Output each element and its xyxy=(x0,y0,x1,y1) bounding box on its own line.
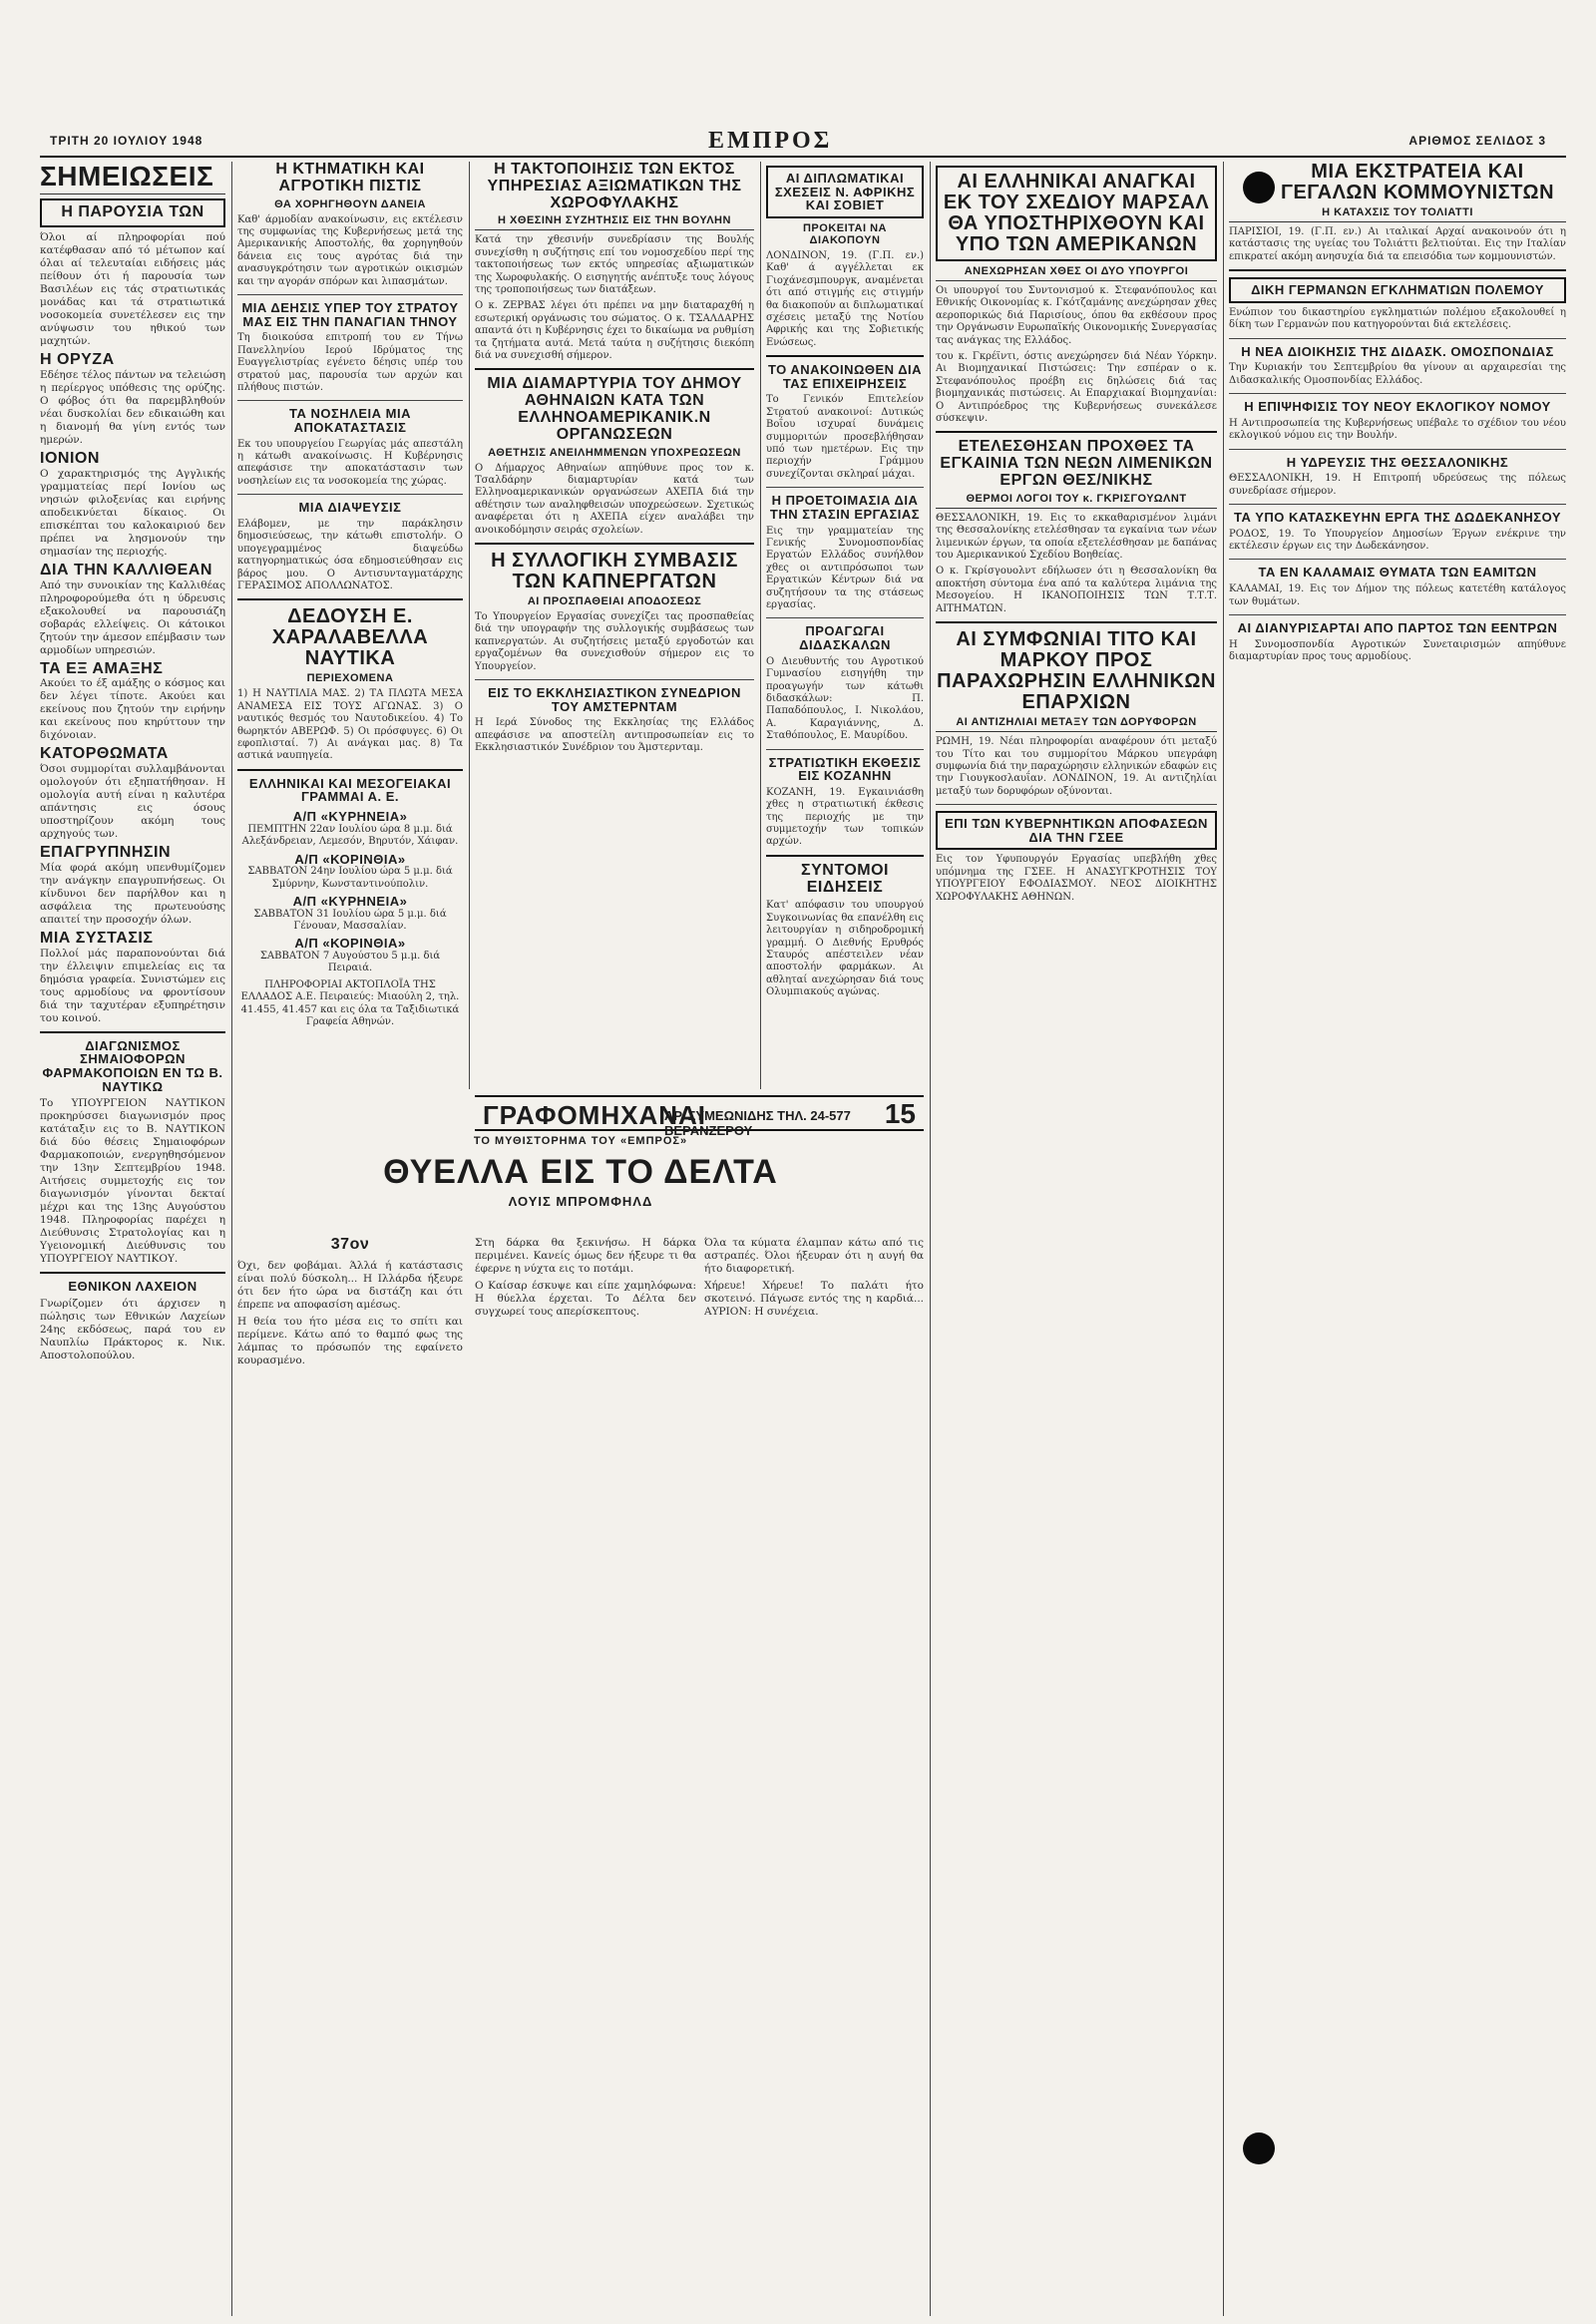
article-body: ΚΟΖΑΝΗ, 19. Εγκαινιάσθη χθες η στρατιωτική έκθεσις της περιοχής με την συμμετοχήν των τοπικών αρχών. xyxy=(766,786,924,848)
article-subtitle: ΑΘΕΤΗΣΙΣ ΑΝΕΙΛΗΜΜΕΝΩΝ ΥΠΟΧΡΕΩΣΕΩΝ xyxy=(488,446,741,459)
masthead-rule xyxy=(40,156,1566,158)
article-body: Εδέησε τέλος πάντων να τελειώση η περίεργος υπόθεσις της ορύζης. Ο φόβος ότι θα παρεμβληθούν νέαι δυσκολίαι δεν εδικαιώθη και η διανομή θα γίνη εντός των ημερών. xyxy=(40,368,225,446)
article-body: Εις την γραμματείαν της Γενικής Συνομοσπονδίας Εργατών Ελλάδος συνήλθον χθες οι αντιπρόσωποι των Εργατικών Κέντρων διά να συζητήσουν τα της στάσεως εργασίας. xyxy=(766,525,924,611)
divider xyxy=(766,355,924,357)
divider xyxy=(237,769,463,771)
article-title: ΤΑ ΕΞ ΑΜΑΞΗΣ xyxy=(40,659,164,677)
article-title: Η ΝΕΑ ΔΙΟΙΚΗΣΙΣ ΤΗΣ ΔΙΔΑΣΚ. ΟΜΟΣΠΟΝΔΙΑΣ xyxy=(1241,343,1554,359)
article-subtitle: ΘΑ ΧΟΡΗΓΗΘΟΥΝ ΔΑΝΕΙΑ xyxy=(274,197,426,210)
divider xyxy=(237,598,463,600)
ship-name: Α/Π «ΚΟΡΙΝΘΙΑ» xyxy=(294,936,406,952)
newspaper-title: ΕΜΠΡΟΣ xyxy=(708,128,833,154)
serial-novel-header xyxy=(237,1135,924,1209)
article-title: Η ΟΡΥΖΑ xyxy=(40,351,115,369)
article-body: Εκ του υπουργείου Γεωργίας μάς απεστάλη η κάτωθι ανακοίνωσις. Η Κυβέρνησις απεφάσισε την αποκατάστασιν των νοσηλείων εις τα νοσοκομεία της χώρας. xyxy=(237,438,463,487)
article-body: Ο κ. Γκρίσγουολντ εδήλωσεν ότι η Θεσσαλονίκη θα αποκτήση σύντομα ένα από τα καλύτερα λιμάνια της Μεσογείου. Η ΙΚΑΝΟΠΟΙΗΣΙΣ ΤΩΝ Τ.Τ.Τ. ΑΙΤΗΜΑΤΩΝ. xyxy=(936,566,1217,614)
column-divider xyxy=(930,162,931,2316)
serial-text: Όλα τα κύματα έλαμπαν κάτω από τις αστραπές. Όλοι ήξευραν ότι η αυγή θα ήτο διαφορετική. xyxy=(704,1237,924,1275)
article-body: ΛΟΝΔΙΝΟΝ, 19. (Γ.Π. εν.) Καθ' ά αγγέλλεται εκ Γιοχάνεσμπουργκ, αναμένεται ότι από στιγμής εις στιγμήν θα διακοπούν αι διπλωματικαί σχέσεις μεταξύ της Νοτίου Αφρικής και της Σοβιετικής Ενώσεως. xyxy=(766,249,924,348)
article-body: Πολλοί μάς παραπονούνται διά την έλλειψιν επιμελείας εις τα δημόσια γραφεία. Συνιστώμεν εις τους αρμοδίους να φροντίσουν διά την ταχυτέραν εξυπηρέτησιν του κοινού. xyxy=(40,947,225,1024)
ad-title: ΔΙΑΓΩΝΙΣΜΟΣ ΣΗΜΑΙΟΦΟΡΩΝ ΦΑΡΜΑΚΟΠΟΙΩΝ ΕΝ ΤΩ Β. ΝΑΥΤΙΚΩ xyxy=(42,1037,223,1094)
article-subtitle: Η ΚΑΤΑΧΣΙΣ ΤΟΥ ΤΟΛΙΑΤΤΙ xyxy=(1229,206,1566,222)
article-body: Εις τον Υφυπουργόν Εργασίας υπεβλήθη χθες υπόμνημα της ΓΣΕΕ. Η ΑΝΑΣΥΓΚΡΟΤΗΣΙΣ ΤΟΥ ΥΠΟΥΡΓΕΙΟΥ ΕΦΟΔΙΑΣΜΟΥ. ΝΕΟΣ ΔΙΟΙΚΗΤΗΣ ΧΩΡΟΦΥΛΑΚΗΣ ΑΘΗΝΩΝ. xyxy=(936,854,1217,903)
article-body: Η Συνομοσπονδία Αγροτικών Συνεταιρισμών απηύθυνε διαμαρτυρίαν προς τους αρμοδίους. xyxy=(1229,638,1566,662)
divider xyxy=(936,621,1217,623)
ad-body: Γνωρίζομεν ότι άρχισεν η πώλησις των Εθνικών Λαχείων 24ης εκδόσεως, παρά του εν Ναυπλίω Πράκτορος κ. Νικ. Αποστολοπούλου. xyxy=(40,1297,225,1361)
ad-body: 1) Η ΝΑΥΤΙΛΙΑ ΜΑΣ. 2) ΤΑ ΠΛΩΤΑ ΜΕΣΑ ΑΝΑΜΕΣΑ ΕΙΣ ΤΟΥΣ ΑΓΩΝΑΣ. 3) Ο ναυτικός θεσμός του Ναυτοδικείου. 4) Το θωρηκτόν ΑΒΕΡΩΦ. 5) Οι πρόσφυγες. 6) Οι εφοπλισταί. 7) Αι ανάγκαι μας. 8) Τα αστικά ναυπηγεία. xyxy=(237,688,463,762)
column-5 xyxy=(936,162,1217,2306)
article-title: ΕΤΕΛΕΣΘΗΣΑΝ ΠΡΟΧΘΕΣ ΤΑ ΕΓΚΑΙΝΙΑ ΤΩΝ ΝΕΩΝ ΛΙΜΕΝΙΚΩΝ ΕΡΓΩΝ ΘΕΣ/ΝΙΚΗΣ xyxy=(940,438,1213,490)
article-body: ΡΟΔΟΣ, 19. Το Υπουργείον Δημοσίων Έργων ενέκρινε την εκτέλεσιν έργων εις την Δωδεκάνησον. xyxy=(1229,528,1566,553)
ad-title: ΔΕΔΟΥΣΗ Ε. ΧΑΡΑΛΑΒΕΛΛΑ ΝΑΥΤΙΚΑ xyxy=(271,605,429,670)
article-title: ΤΑ ΕΝ ΚΑΛΑΜΑΙΣ ΘΥΜΑΤΑ ΤΩΝ ΕΑΜΙΤΩΝ xyxy=(1258,565,1537,581)
article-title: Η ΕΠΙΨΗΦΙΣΙΣ ΤΟΥ ΝΕΟΥ ΕΚΛΟΓΙΚΟΥ ΝΟΜΟΥ xyxy=(1244,399,1551,415)
punch-hole-mark xyxy=(1243,172,1275,203)
divider xyxy=(1229,614,1566,615)
column-6 xyxy=(1229,162,1566,2306)
article-body: Το Υπουργείον Εργασίας συνεχίζει τας προσπαθείας διά την υπογραφήν της συλλογικής συμβάσεως των καπνεργατών. Αι συζητήσεις μεταξύ εργοδοτών και εργαζομένων θα συνεχισθούν σήμερον εις το Υπουργείον. xyxy=(475,611,754,672)
ad-subtitle: ΠΕΡΙΕΧΟΜΕΝΑ xyxy=(306,672,394,685)
column-2 xyxy=(237,162,463,1089)
article-body: ΠΑΡΙΣΙΟΙ, 19. (Γ.Π. εν.) Αι ιταλικαί Αρχαί ανακοινούν ότι η κατάστασις της υγείας του Τολιάττι βελτιούται. Εις την Ιταλίαν επικρατεί ακόμη ανησυχία διά τα επεισόδια των κομμουνιστών. xyxy=(1229,226,1566,262)
divider xyxy=(766,487,924,488)
article-body: Μία φορά ακόμη υπενθυμίζομεν την ανάγκην επαγρυπνήσεως. Οι κίνδυνοι δεν παρήλθον και η ασφάλεια της πρωτευούσης απαιτεί την προσοχήν όλων. xyxy=(40,861,225,926)
article-title: ΑΙ ΣΥΜΦΩΝΙΑΙ ΤΙΤΟ ΚΑΙ ΜΑΡΚΟΥ ΠΡΟΣ ΠΑΡΑΧΩΡΗΣΙΝ ΕΛΛΗΝΙΚΩΝ ΕΠΑΡΧΙΩΝ xyxy=(937,628,1216,714)
article-body: Οι υπουργοί του Συντονισμού κ. Στεφανόπουλος και Εθνικής Οικονομίας κ. Γκότζαμάνης ανεχώρησαν χθες αεροπορικώς διά Παρισίους, όπου θα εκθέσουν προς την Οργάνωσιν Ευρωπαϊκής Οικονομικής Συνεργασίας τας ανάγκας της Ελλάδος. xyxy=(936,285,1217,346)
article-title: ΜΙΑ ΣΥΣΤΑΣΙΣ xyxy=(40,929,154,947)
serial-text: Ο Καίσαρ έσκυψε και είπε χαμηλόφωνα: Η θύελλα έρχεται. Το Δέλτα δεν συγχωρεί τους απερίσκεπτους. xyxy=(475,1280,696,1318)
divider xyxy=(237,400,463,401)
divider xyxy=(1229,393,1566,394)
article-body: ΚΑΛΑΜΑΙ, 19. Εις τον Δήμον της πόλεως κατετέθη κατάλογος των θυμάτων. xyxy=(1229,583,1566,607)
divider xyxy=(766,749,924,750)
divider xyxy=(475,679,754,680)
serial-text: Χήρευε! Χήρευε! Το παλάτι ήτο σκοτεινό. Πάγωσε εντός της η καρδιά... ΑΥΡΙΟΝ: Η συνέχεια. xyxy=(704,1280,924,1318)
page-number: ΑΡΙΘΜΟΣ ΣΕΛΙΔΟΣ 3 xyxy=(1408,134,1546,148)
article-title: Η ΠΑΡΟΥΣΙΑ ΤΩΝ xyxy=(40,198,225,227)
issue-date: ΤΡΙΤΗ 20 ΙΟΥΛΙΟΥ 1948 xyxy=(50,134,203,148)
ship-schedule: ΣΑΒΒΑΤΟΝ 7 Αυγούστου 5 μ.μ. διά Πειραιά. xyxy=(259,951,441,974)
article-title: ΑΙ ΔΙΠΛΩΜΑΤΙΚΑΙ ΣΧΕΣΕΙΣ Ν. ΑΦΡΙΚΗΣ ΚΑΙ ΣΟΒΙΕΤ xyxy=(766,166,924,218)
article-title: ΕΠΙ ΤΩΝ ΚΥΒΕΡΝΗΤΙΚΩΝ ΑΠΟΦΑΣΕΩΝ ΔΙΑ ΤΗΝ ΓΣΕΕ xyxy=(936,811,1217,850)
divider xyxy=(1229,449,1566,450)
article-body: Όλοι αί πληροφορίαι πού κατέφθασαν από τό μέτωπον καί όλαι αί τελευταίαι ειδήσεις μάς πείθουν ότι ή παρουσία των Βασιλέων εις τάς στρατιωτικάς μονάδας και τά στρατιωτικά νοσοκομεία συνετέλεσεν εις την ανύψωσιν του ηθικού των μαχητών. xyxy=(40,231,225,348)
divider xyxy=(475,543,754,545)
article-body: Από την συνοικίαν της Καλλιθέας πληροφορούμεθα ότι η ύδρευσις εξακολουθεί να παρουσιάζη σοβαράς ελλείψεις. Οι κάτοικοι ζητούν την άμεσον επέμβασιν των αρμοδίων υπηρεσιών. xyxy=(40,579,225,656)
article-title: Η ΠΡΟΕΤΟΙΜΑΣΙΑ ΔΙΑ ΤΗΝ ΣΤΑΣΙΝ ΕΡΓΑΣΙΑΣ xyxy=(769,493,921,522)
article-title: ΣΤΡΑΤΙΩΤΙΚΗ ΕΚΘΕΣΙΣ ΕΙΣ ΚΟΖΑΝΗΝ xyxy=(768,754,922,784)
article-title: Η ΣΥΛΛΟΓΙΚΗ ΣΥΜΒΑΣΙΣ ΤΩΝ ΚΑΠΝΕΡΓΑΤΩΝ xyxy=(491,550,738,593)
column-divider xyxy=(760,162,761,1089)
divider xyxy=(766,617,924,618)
chapter-number: 37ον xyxy=(330,1237,370,1253)
divider xyxy=(936,804,1217,805)
article-body: Το Γενικόν Επιτελείον Στρατού ανακοινοί: Δυτικώς Βοΐου ισχυραί δυνάμεις συμμοριτών προσεβλήθησαν υπό των ημετέρων. Εις την περιοχήν Γράμμου συνεχίζονται σκληραί μάχαι. xyxy=(766,394,924,480)
article-subtitle: Η ΧΘΕΣΙΝΗ ΣΥΖΗΤΗΣΙΣ ΕΙΣ ΤΗΝ ΒΟΥΛΗΝ xyxy=(475,214,754,230)
article-body: Ο κ. ΖΕΡΒΑΣ λέγει ότι πρέπει να μην διαταραχθή η εσωτερική οργάνωσις του σώματος. Ο κ. ΤΣΑΛΔΑΡΗΣ απαντά ότι η Κυβέρνησις έχει το δικαίωμα να ρυθμίση τα ζητήματα αυτά. Μετά ταύτα η συζήτησις διεκόπη διά να συνεχισθή σήμερον. xyxy=(475,300,754,362)
punch-hole-mark xyxy=(1243,2132,1275,2164)
article-title: ΜΙΑ ΔΙΑΜΑΡΤΥΡΙΑ ΤΟΥ ΔΗΜΟΥ ΑΘΗΝΑΙΩΝ ΚΑΤΑ ΤΩΝ ΕΛΛΗΝΟΑΜΕΡΙΚΑΝΙΚ.Ν ΟΡΓΑΝΩΣΕΩΝ xyxy=(487,375,742,443)
article-body: Ο Δήμαρχος Αθηναίων απηύθυνε προς τον κ. Τσαλδάρην διαμαρτυρίαν κατά των Ελληνοαμερικανικών οργανώσεων ΑΧΕΠΑ διά την αθέτησιν των αναληφθεισών υποχρεώσεων. Σχετικώς αναφέρεται ότι η ΑΧΕΠΑ είχεν αναλάβει την ανοικοδόμησιν σειράς σχολείων. xyxy=(475,462,754,536)
divider xyxy=(40,1031,225,1033)
article-title: ΔΙΚΗ ΓΕΡΜΑΝΩΝ ΕΓΚΛΗΜΑΤΙΩΝ ΠΟΛΕΜΟΥ xyxy=(1229,277,1566,303)
column-4 xyxy=(766,162,924,1089)
article-title: ΠΡΟΑΓΩΓΑΙ ΔΙΔΑΣΚΑΛΩΝ xyxy=(799,623,891,653)
banner-title: ΓΡΑΦΟΜΗΧΑΝΑΙ xyxy=(483,1100,707,1130)
article-body: του κ. Γκρέϊντι, όστις ανεχώρησεν διά Νέαν Υόρκην. Αι Βιομηχανικαί Πιστώσεις: Την εσπέραν ο κ. Στεφανόπουλος προέβη εις δηλώσεις διά τας βιομηχανικάς πιστώσεις. Αι Επαρχιακαί Βιομηχανίαι: Ο Αντιπρόεδρος της Κυβερνήσεως συνεκάλεσε σύσκεψιν. xyxy=(936,351,1217,425)
article-body: Ενώπιον του δικαστηρίου εγκληματιών πολέμου εξακολουθεί η δίκη των Γερμανών που κατηγορούνται διά εκτελέσεις. xyxy=(1229,306,1566,331)
serial-column-3 xyxy=(704,1237,924,2304)
banner-number: 15 xyxy=(884,1098,916,1129)
article-subtitle: ΑΙ ΠΡΟΣΠΑΘΕΙΑΙ ΑΠΟΔΟΣΕΩΣ xyxy=(527,595,702,608)
serial-author: ΛΟΥΙΣ ΜΠΡΟΜΦΗΛΔ xyxy=(508,1194,653,1209)
serial-column-2 xyxy=(475,1237,696,2304)
article-body: Η Αντιπροσωπεία της Κυβερνήσεως υπέβαλε το σχέδιον του νέου εκλογικού νόμου εις την Βουλήν. xyxy=(1229,417,1566,442)
column-3 xyxy=(475,162,754,1089)
article-title: ΑΙ ΔΙΑΝΥΡΙΣΑΡΤΑΙ ΑΠΟ ΠΑΡΤΟΣ ΤΩΝ ΕΕΝΤΡΩΝ xyxy=(1237,619,1558,635)
ship-name: Α/Π «ΚΥΡΗΝΕΙΑ» xyxy=(292,893,408,909)
section-header: ΣΗΜΕΙΩΣΕΙΣ xyxy=(40,162,225,194)
divider xyxy=(1229,338,1566,339)
ad-contact: ΠΛΗΡΟΦΟΡΙΑΙ ΑΚΤΟΠΛΟΪΑ ΤΗΣ ΕΛΛΑΔΟΣ Α.Ε. Πειραιεύς: Μιαούλη 2, τηλ. 41.455, 41.457 και εις όλα τα Ταξιδιωτικά Γραφεία Αθηνών. xyxy=(240,978,460,1028)
column-notes xyxy=(40,162,225,2306)
divider xyxy=(766,855,924,857)
article-title: ΜΙΑ ΔΙΑΨΕΥΣΙΣ xyxy=(298,500,402,516)
divider xyxy=(936,431,1217,433)
article-body: Όσοι συμμορίται συλλαμβάνονται ομολογούν ότι εξηπατήθησαν. Η ομολογία αυτή είναι η καλυτέρα απάντησις εις όσους υποστηρίζουν ακόμη τους αρχηγούς των. xyxy=(40,763,225,841)
article-title: ΕΠΑΓΡΥΠΝΗΣΙΝ xyxy=(40,844,172,862)
article-body: Κατ' απόφασιν του υπουργού Συγκοινωνίας θα επανέλθη εις λειτουργίαν η σιδηροδρομική γραμμή. Ο Διεθνής Ερυθρός Σταυρός απέστειλεν νέαν αποστολήν φαρμάκων. Αι αθληταί ανεχώρησαν διά τους Ολυμπιακούς αγώνας. xyxy=(766,900,924,998)
divider xyxy=(40,1272,225,1274)
article-body: Ο χαρακτηρισμός της Αγγλικής γραμματείας περί Ιονίου ως νησιών φιλοξενίας και ειρήνης αποδεικνύεται δίκαιος. Οι επισκέπται του καλοκαιριού δεν πρέπει να λησμονούν την σημασίαν της περιοχής. xyxy=(40,467,225,558)
article-body: ΘΕΣΣΑΛΟΝΙΚΗ, 19. Η Επιτροπή υδρεύσεως της πόλεως συνεδρίασε σήμερον. xyxy=(1229,473,1566,497)
article-body: Καθ' άρμοδίαν ανακοίνωσιν, εις εκτέλεσιν της συμφωνίας της Κυβερνήσεως μετά της Αμερικανικής Αποστολής, θα χορηγηθούν δάνεια εις τους αγρότας διά την ανασυγκρότησιν των αγροτικών οικισμών και την αγοράν σπόρων και λιπασμάτων. xyxy=(237,213,463,287)
article-subtitle: ΑΙ ΑΝΤΙΖΗΛΙΑΙ ΜΕΤΑΞΥ ΤΩΝ ΔΟΡΥΦΟΡΩΝ xyxy=(936,716,1217,732)
article-title: ΚΑΤΟΡΘΩΜΑΤΑ xyxy=(40,745,169,763)
divider xyxy=(475,368,754,370)
serial-kicker: ΤΟ ΜΥΘΙΣΤΟΡΗΜΑ ΤΟΥ «ΕΜΠΡΟΣ» xyxy=(473,1135,688,1147)
article-body: Ελάβομεν, με την παράκλησιν δημοσιεύσεως, την κάτωθι επιστολήν. Ο υπογεγραμμένος διαψεύδω κατηγορηματικώς όσα εδημοσιεύθησαν εις βάρος μου. Ο Αντισυνταγματάρχης ΓΕΡΑΣΙΜΟΣ ΑΠΟΛΛΩΝΑΤΟΣ. xyxy=(237,518,463,591)
article-title: ΕΙΣ ΤΟ ΕΚΚΛΗΣΙΑΣΤΙΚΟΝ ΣΥΝΕΔΡΙΟΝ ΤΟΥ ΑΜΣΤΕΡΝΤΑΜ xyxy=(488,685,741,714)
article-title: ΣΥΝΤΟΜΟΙ ΕΙΔΗΣΕΙΣ xyxy=(801,861,889,896)
article-subtitle: ΠΡΟΚΕΙΤΑΙ ΝΑ ΔΙΑΚΟΠΟΥΝ xyxy=(802,221,888,246)
newspaper-page xyxy=(10,0,1586,2324)
ship-schedule: ΣΑΒΒΑΤΟΝ 24ην Ιουλίου ώρα 5 μ.μ. διά Σμύρνην, Κωνσταντινούπολιν. xyxy=(247,866,453,890)
article-title: Η ΥΔΡΕΥΣΙΣ ΤΗΣ ΘΕΣΣΑΛΟΝΙΚΗΣ xyxy=(1286,454,1509,470)
serial-text: Η θεία του ήτο μέσα εις το σπίτι και περίμενε. Κάτω από το θαμπό φως της λάμπας το πρόσωπόν της εφαίνετο κουρασμένο. xyxy=(237,1315,463,1366)
article-body: Ο Διευθυντής του Αγροτικού Γυμνασίου εισηγήθη την προαγωγήν των κάτωθι διδασκάλων: Π. Παπαδόπουλος, Ι. Νικολάου, Α. Καραγιάννης, Δ. Σταθόπουλος, Ε. Μαυρίδου. xyxy=(766,655,924,742)
ad-title: ΕΛΛΗΝΙΚΑΙ ΚΑΙ ΜΕΣΟΓΕΙΑΚΑΙ ΓΡΑΜΜΑΙ Α. Ε. xyxy=(248,775,452,805)
article-title: ΤΑ ΝΟΣΗΛΕΙΑ ΜΙΑ ΑΠΟΚΑΤΑΣΤΑΣΙΣ xyxy=(289,406,411,435)
ad-title: ΕΘΝΙΚΟΝ ΛΑΧΕΙΟΝ xyxy=(68,1279,198,1295)
article-body: Η Ιερά Σύνοδος της Εκκλησίας της Ελλάδος απεφάσισε να αποστείλη αντιπροσωπείαν εις το Εκκλησιαστικόν Συνέδριον του Άμστερνταμ. xyxy=(475,717,754,754)
article-body: Την Κυριακήν του Σεπτεμβρίου θα γίνουν αι αρχαιρεσίαι της Διδασκαλικής Ομοσπονδίας Ελλάδος. xyxy=(1229,362,1566,386)
article-title: ΙΟΝΙΟΝ xyxy=(40,449,100,467)
article-body: Ακούει το έξ αμάξης ο κόσμος και δεν λέγει τίποτε. Ακούει και εκείνους που ζητούν την ειρήνην και εκείνους που κηρύττουν την διχόνοιαν. xyxy=(40,677,225,742)
divider xyxy=(1229,504,1566,505)
article-body: Κατά την χθεσινήν συνεδρίασιν της Βουλής συνεχίσθη η συζήτησις επί του νομοσχεδίου περί της τακτοποιήσεως των εκτός υπηρεσίας αξιωματικών της Χωροφυλακής. Ο εισηγητής ανέπτυξε τους λόγους της τροποποιήσεως των διατάξεων. xyxy=(475,234,754,296)
typewriter-ad-banner xyxy=(475,1095,924,1138)
article-title: Η ΚΤΗΜΑΤΙΚΗ ΚΑΙ ΑΓΡΟΤΙΚΗ ΠΙΣΤΙΣ xyxy=(275,162,425,194)
ship-schedule: ΠΕΜΠΤΗΝ 22αν Ιουλίου ώρα 8 μ.μ. διά Αλεξάνδρειαν, Λεμεσόν, Βηρυτόν, Χάιφαν. xyxy=(241,823,459,848)
serial-text: Στη δάρκα θα ξεκινήσω. Η δάρκα περιμένει. Κανείς όμως δεν ήξευρε τι θα έφερνε η νύχτα εις το ποτάμι. xyxy=(475,1237,696,1275)
column-divider xyxy=(231,162,232,2316)
article-title: ΑΙ ΕΛΛΗΝΙΚΑΙ ΑΝΑΓΚΑΙ ΕΚ ΤΟΥ ΣΧΕΔΙΟΥ ΜΑΡΣΑΛ ΘΑ ΥΠΟΣΤΗΡΙΧΘΟΥΝ ΚΑΙ ΥΠΟ ΤΩΝ ΑΜΕΡΙΚΑΝΩΝ xyxy=(936,166,1217,261)
article-body: Τη διοικούσα επιτροπή του εν Τήνω Πανελληνίου Ιερού Ιδρύματος της Ευαγγελιστρίας εγένετο δέησις υπέρ του στρατού μας, παρουσία των αρχών και πλήθους πιστών. xyxy=(237,332,463,393)
banner-contact: ΑΡ. ΣΥΜΕΩΝΙΔΗΣ ΤΗΛ. 24-577 ΒΕΡΑΝΖΕΡΟΥ xyxy=(664,1108,851,1138)
ship-schedule: ΣΑΒΒΑΤΟΝ 31 Ιουλίου ώρα 5 μ.μ. διά Γένουαν, Μασσαλίαν. xyxy=(253,908,447,932)
ship-name: Α/Π «ΚΥΡΗΝΕΙΑ» xyxy=(292,809,408,825)
divider xyxy=(237,294,463,295)
article-title: ΤΑ ΥΠΟ ΚΑΤΑΣΚΕΥΗΝ ΕΡΓΑ ΤΗΣ ΔΩΔΕΚΑΝΗΣΟΥ xyxy=(1233,510,1562,526)
serial-column-1 xyxy=(237,1237,463,2304)
masthead xyxy=(10,128,1586,158)
article-subtitle: ΑΝΕΧΩΡΗΣΑΝ ΧΘΕΣ ΟΙ ΔΥΟ ΥΠΟΥΡΓΟΙ xyxy=(936,265,1217,281)
ship-name: Α/Π «ΚΟΡΙΝΘΙΑ» xyxy=(294,851,406,867)
serial-title: ΘΥΕΛΛΑ ΕΙΣ ΤΟ ΔΕΛΤΑ xyxy=(383,1153,778,1191)
article-body: ΡΩΜΗ, 19. Νέαι πληροφορίαι αναφέρουν ότι μεταξύ του Τίτο και του συμμορίτου Μάρκου υπεγράφη συμφωνία διά την παραχώρησιν ελληνικών εδαφών εις την Γιουγκοσλαυΐαν. ΛΟΝΔΙΝΟΝ, 19. Αι αντιζηλίαι μεταξύ των δορυφόρων οξύνονται. xyxy=(936,736,1217,797)
article-title: ΤΟ ΑΝΑΚΟΙΝΩΘΕΝ ΔΙΑ ΤΑΣ ΕΠΙΧΕΙΡΗΣΕΙΣ xyxy=(767,362,923,391)
article-title: Η ΤΑΚΤΟΠΟΙΗΣΙΣ ΤΩΝ ΕΚΤΟΣ ΥΠΗΡΕΣΙΑΣ ΑΞΙΩΜΑΤΙΚΩΝ ΤΗΣ ΧΩΡΟΦΥΛΑΚΗΣ xyxy=(487,162,742,211)
divider xyxy=(1229,269,1566,271)
article-title: ΜΙΑ ΔΕΗΣΙΣ ΥΠΕΡ ΤΟΥ ΣΤΡΑΤΟΥ ΜΑΣ ΕΙΣ ΤΗΝ ΠΑΝΑΓΙΑΝ ΤΗΝΟΥ xyxy=(241,300,459,329)
divider xyxy=(237,494,463,495)
column-divider xyxy=(469,162,470,1089)
divider xyxy=(1229,559,1566,560)
column-divider xyxy=(1223,162,1224,2316)
ad-body: Το ΥΠΟΥΡΓΕΙΟΝ ΝΑΥΤΙΚΟΝ προκηρύσσει διαγωνισμόν προς κατάταξιν εις το Β. ΝΑΥΤΙΚΟΝ διά δύο θέσεις Σημαιοφόρων Φαρμακοποιών, ενεργηθησόμενον την 13ην Σεπτεμβρίου 1948. Αιτήσεις συμμετοχής εις τον διαγωνισμόν γίνονται δεκταί μέχρι και της 13ης Αυγούστου 1948. Πληροφορίας παρέχει η Διεύθυνσις Στρατολογίας και η Υγειονομική Διεύθυνσις του ΥΠΟΥΡΓΕΙΟΥ ΝΑΥΤΙΚΟΥ. xyxy=(40,1097,225,1266)
serial-text: Όχι, δεν φοβάμαι. Άλλά ή κατάστασις είναι πολύ δύσκολη... Η Ιλλάρδα ήξευρε ότι δεν ήτο ώρα να διστάζη και ότι έπρεπε να αποφασίση αμέσως. xyxy=(237,1259,463,1311)
article-title: ΜΙΑ ΕΚΣΤΡΑΤΕΙΑ ΚΑΙ ΓΕΓΑΛΩΝ ΚΟΜΜΟΥΝΙΣΤΩΝ xyxy=(1280,162,1555,203)
article-title: ΔΙΑ ΤΗΝ ΚΑΛΛΙΘΕΑΝ xyxy=(40,561,212,579)
article-body: ΘΕΣΣΑΛΟΝΙΚΗ, 19. Εις το εκκαθαρισμένον λιμάνι της Θεσσαλονίκης ετελέσθησαν τα εγκαίνια των νέων λιμενικών έργων, τα οποία εξετελέσθησαν με δαπάνας του Αμερικανικού Σχεδίου Βοηθείας. xyxy=(936,512,1217,562)
article-subtitle: ΘΕΡΜΟΙ ΛΟΓΟΙ ΤΟΥ κ. ΓΚΡΙΣΓΟΥΩΛΝΤ xyxy=(936,493,1217,509)
